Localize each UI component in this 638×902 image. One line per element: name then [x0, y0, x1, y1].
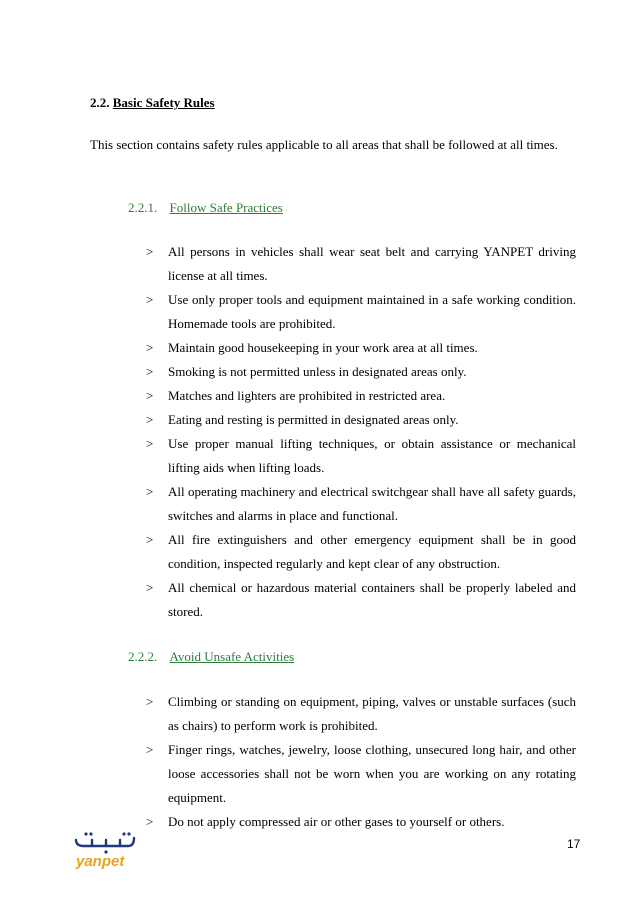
list-item: > Finger rings, watches, jewelry, loose clothing, unsecured long hair, and other loose accessories shall not be worn when you are working on any rotating equipment. [146, 738, 576, 810]
list-item: > Climbing or standing on equipment, piping, valves or unstable surfaces (such as chairs) to perform work is prohibited. [146, 690, 576, 738]
list-item: > All persons in vehicles shall wear seat belt and carrying YANPET driving license at all times. [146, 240, 576, 288]
bullet-marker: > [146, 694, 154, 709]
subsection-heading-1 [128, 200, 283, 216]
bullet-list-safe-practices [146, 240, 576, 624]
bullet-marker: > [146, 244, 154, 259]
yanpet-logo [72, 828, 138, 870]
list-item: > Use proper manual lifting techniques, or obtain assistance or mechanical lifting aids when lifting loads. [146, 432, 576, 480]
bullet-marker: > [146, 388, 154, 403]
logo-arabic-mark [76, 838, 134, 846]
subsection-title: Avoid Unsafe Activities [169, 649, 295, 664]
section-title: Basic Safety Rules [112, 95, 215, 110]
list-item: > All chemical or hazardous material containers shall be properly labeled and stored. [146, 576, 576, 624]
list-item: > All fire extinguishers and other emergency equipment shall be in good condition, inspected regularly and kept clear of any obstruction. [146, 528, 576, 576]
bullet-marker: > [146, 742, 154, 757]
list-item: > All operating machinery and electrical switchgear shall have all safety guards, switches and alarms in place and functional. [146, 480, 576, 528]
subsection-number: 2.2.1. [128, 200, 158, 215]
bullet-marker: > [146, 814, 154, 829]
list-item: > Use only proper tools and equipment maintained in a safe working condition. Homemade tools are prohibited. [146, 288, 576, 336]
subsection-number: 2.2.2. [128, 649, 158, 664]
section-heading [90, 95, 215, 111]
bullet-marker: > [146, 292, 154, 307]
bullet-marker: > [146, 580, 154, 595]
bullet-list-unsafe-activities [146, 690, 576, 834]
subsection-heading-2 [128, 649, 294, 665]
list-item: > Smoking is not permitted unless in designated areas only. [146, 360, 576, 384]
list-item: > Maintain good housekeeping in your work area at all times. [146, 336, 576, 360]
list-item: > Do not apply compressed air or other gases to yourself or others. [146, 810, 576, 834]
bullet-marker: > [146, 436, 154, 451]
bullet-marker: > [146, 364, 154, 379]
bullet-marker: > [146, 340, 154, 355]
list-item: > Eating and resting is permitted in designated areas only. [146, 408, 576, 432]
section-intro: This section contains safety rules applicable to all areas that shall be followed at all times. [90, 137, 558, 152]
section-number: 2.2. [90, 95, 110, 110]
logo-latin-text: yanpet [76, 853, 125, 870]
page-number: 17 [567, 837, 581, 851]
bullet-marker: > [146, 484, 154, 499]
subsection-title: Follow Safe Practices [169, 200, 283, 215]
list-item: > Matches and lighters are prohibited in restricted area. [146, 384, 576, 408]
bullet-marker: > [146, 412, 154, 427]
bullet-marker: > [146, 532, 154, 547]
